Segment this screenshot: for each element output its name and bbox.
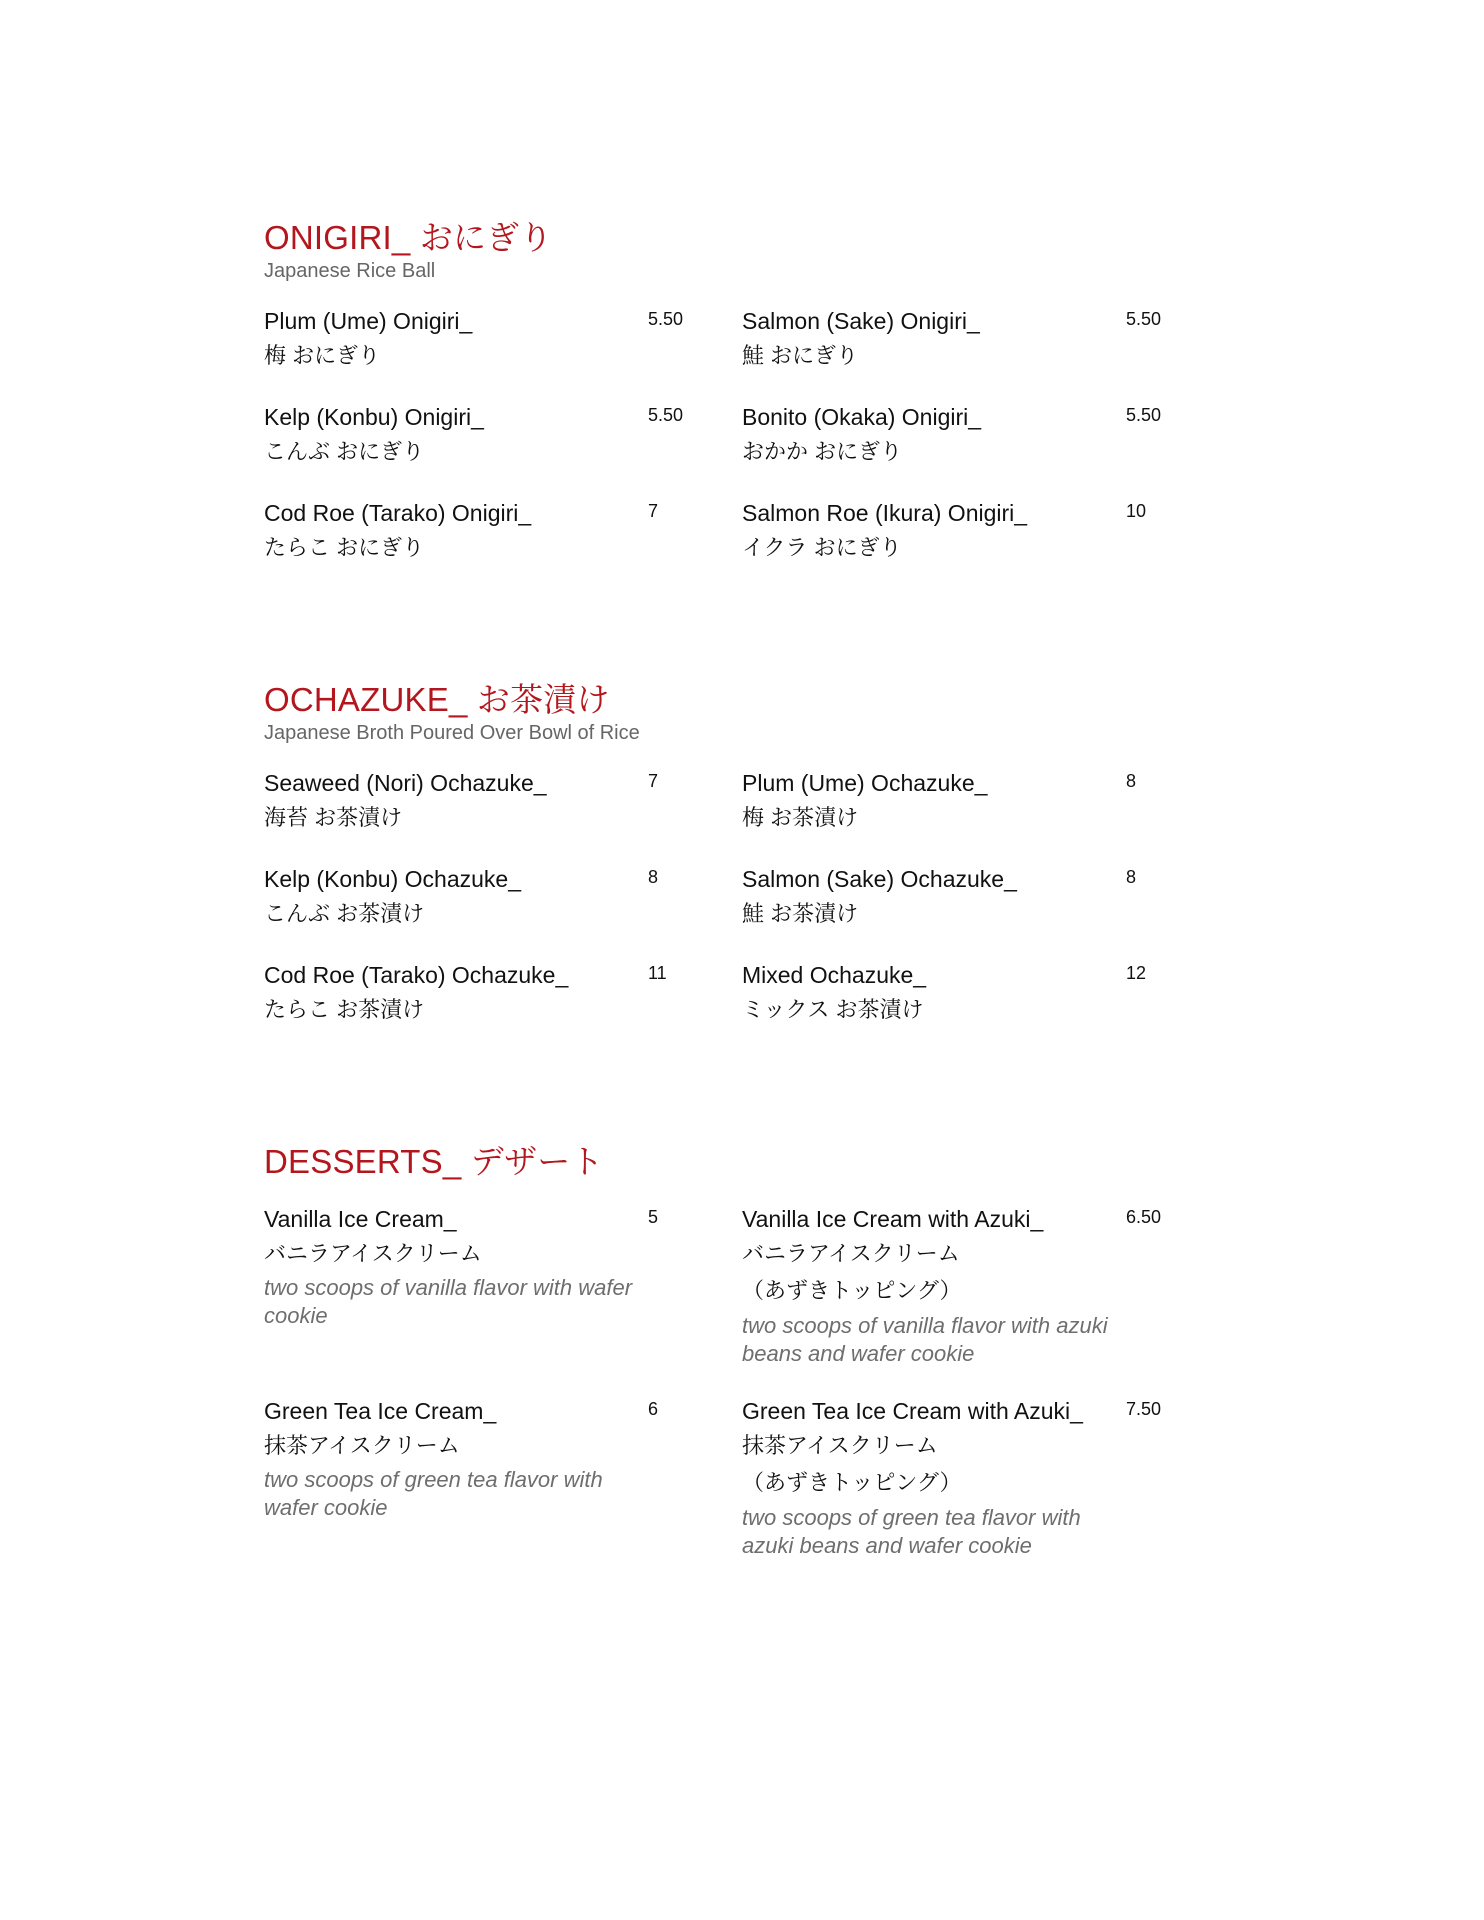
menu-item <box>742 304 1202 374</box>
item-price: 5.50 <box>648 309 684 329</box>
section-ochazuke <box>264 680 1264 1022</box>
item-japanese-name: バニラアイスクリーム <box>264 1241 482 1266</box>
item-price: 5.50 <box>1126 309 1162 329</box>
item-name: Kelp (Konbu) Onigiri_ <box>264 404 484 430</box>
item-japanese-name: 梅 おにぎり <box>264 343 381 368</box>
item-price: 6 <box>648 1399 659 1419</box>
item-price: 7 <box>648 501 659 521</box>
item-price: 11 <box>648 963 667 983</box>
section-subtitle: Japanese Rice Ball <box>264 260 436 282</box>
item-name: Mixed Ochazuke_ <box>742 962 927 988</box>
menu-item <box>264 1202 659 1330</box>
item-price: 10 <box>1126 501 1147 521</box>
item-name: Green Tea Ice Cream with Azuki_ <box>742 1398 1083 1424</box>
item-name: Vanilla Ice Cream with Azuki_ <box>742 1206 1044 1232</box>
menu-item <box>264 958 724 1028</box>
item-price: 5.50 <box>648 405 684 425</box>
menu-item <box>742 400 1202 470</box>
item-description: two scoops of green tea flavor with wafer cookie <box>264 1467 603 1520</box>
item-description: two scoops of green tea flavor with azuki beans and wafer cookie <box>742 1505 1081 1558</box>
item-japanese-name: こんぶ お茶漬け <box>264 901 425 926</box>
menu-item <box>264 766 724 836</box>
item-japanese-name: 鮭 おにぎり <box>742 343 859 368</box>
menu-item <box>264 400 724 470</box>
item-name: Plum (Ume) Ochazuke_ <box>742 770 988 796</box>
item-name: Salmon Roe (Ikura) Onigiri_ <box>742 500 1028 526</box>
item-japanese-name: 海苔 お茶漬け <box>264 805 403 830</box>
menu-item <box>264 1394 659 1522</box>
item-price: 5.50 <box>1126 405 1162 425</box>
item-name: Seaweed (Nori) Ochazuke_ <box>264 770 547 796</box>
item-price: 5 <box>648 1207 659 1227</box>
item-japanese-name: ミックス お茶漬け <box>742 997 924 1022</box>
item-japanese-name: 抹茶アイスクリーム <box>264 1433 460 1458</box>
item-japanese-name: こんぶ おにぎり <box>264 439 425 464</box>
item-description: two scoops of vanilla flavor with azuki beans and wafer cookie <box>742 1313 1108 1366</box>
item-price: 7.50 <box>1126 1399 1162 1419</box>
section-title: ONIGIRI_ おにぎり <box>264 219 553 256</box>
item-japanese-name: バニラアイスクリーム <box>742 1241 960 1266</box>
item-price: 7 <box>648 771 659 791</box>
item-name: Cod Roe (Tarako) Ochazuke_ <box>264 962 569 988</box>
item-japanese-name: 抹茶アイスクリーム <box>742 1433 938 1458</box>
section-subtitle: Japanese Broth Poured Over Bowl of Rice <box>264 722 640 744</box>
menu-item <box>742 1394 1162 1560</box>
item-name: Green Tea Ice Cream_ <box>264 1398 497 1424</box>
item-japanese-name: 梅 お茶漬け <box>742 805 859 830</box>
menu-item <box>742 766 1202 836</box>
section-title: DESSERTS_ デザート <box>264 1143 604 1180</box>
item-name: Plum (Ume) Onigiri_ <box>264 308 473 334</box>
item-price: 6.50 <box>1126 1207 1162 1227</box>
item-name: Cod Roe (Tarako) Onigiri_ <box>264 500 532 526</box>
item-price: 8 <box>648 867 659 887</box>
item-description: two scoops of vanilla flavor with wafer cookie <box>264 1275 633 1328</box>
section-desserts <box>264 1142 1264 1558</box>
item-name: Bonito (Okaka) Onigiri_ <box>742 404 982 430</box>
menu-item <box>264 304 724 374</box>
item-japanese-name: おかか おにぎり <box>742 439 903 464</box>
item-price: 8 <box>1126 867 1137 887</box>
item-japanese-name: 鮭 お茶漬け <box>742 901 859 926</box>
menu-item <box>742 862 1202 932</box>
item-japanese-topping: （あずきトッピング） <box>742 1278 962 1303</box>
item-japanese-name: たらこ おにぎり <box>264 535 425 560</box>
item-name: Salmon (Sake) Onigiri_ <box>742 308 980 334</box>
item-name: Vanilla Ice Cream_ <box>264 1206 457 1232</box>
item-price: 12 <box>1126 963 1147 983</box>
menu-item <box>264 862 724 932</box>
item-name: Kelp (Konbu) Ochazuke_ <box>264 866 521 892</box>
item-japanese-topping: （あずきトッピング） <box>742 1470 962 1495</box>
item-name: Salmon (Sake) Ochazuke_ <box>742 866 1017 892</box>
section-title: OCHAZUKE_ お茶漬け <box>264 681 610 718</box>
menu-item <box>264 496 724 566</box>
item-japanese-name: たらこ お茶漬け <box>264 997 425 1022</box>
menu-item <box>742 958 1202 1028</box>
menu-item <box>742 496 1202 566</box>
item-price: 8 <box>1126 771 1137 791</box>
item-japanese-name: イクラ おにぎり <box>742 535 902 560</box>
section-onigiri <box>264 218 1264 560</box>
menu-item <box>742 1202 1162 1368</box>
